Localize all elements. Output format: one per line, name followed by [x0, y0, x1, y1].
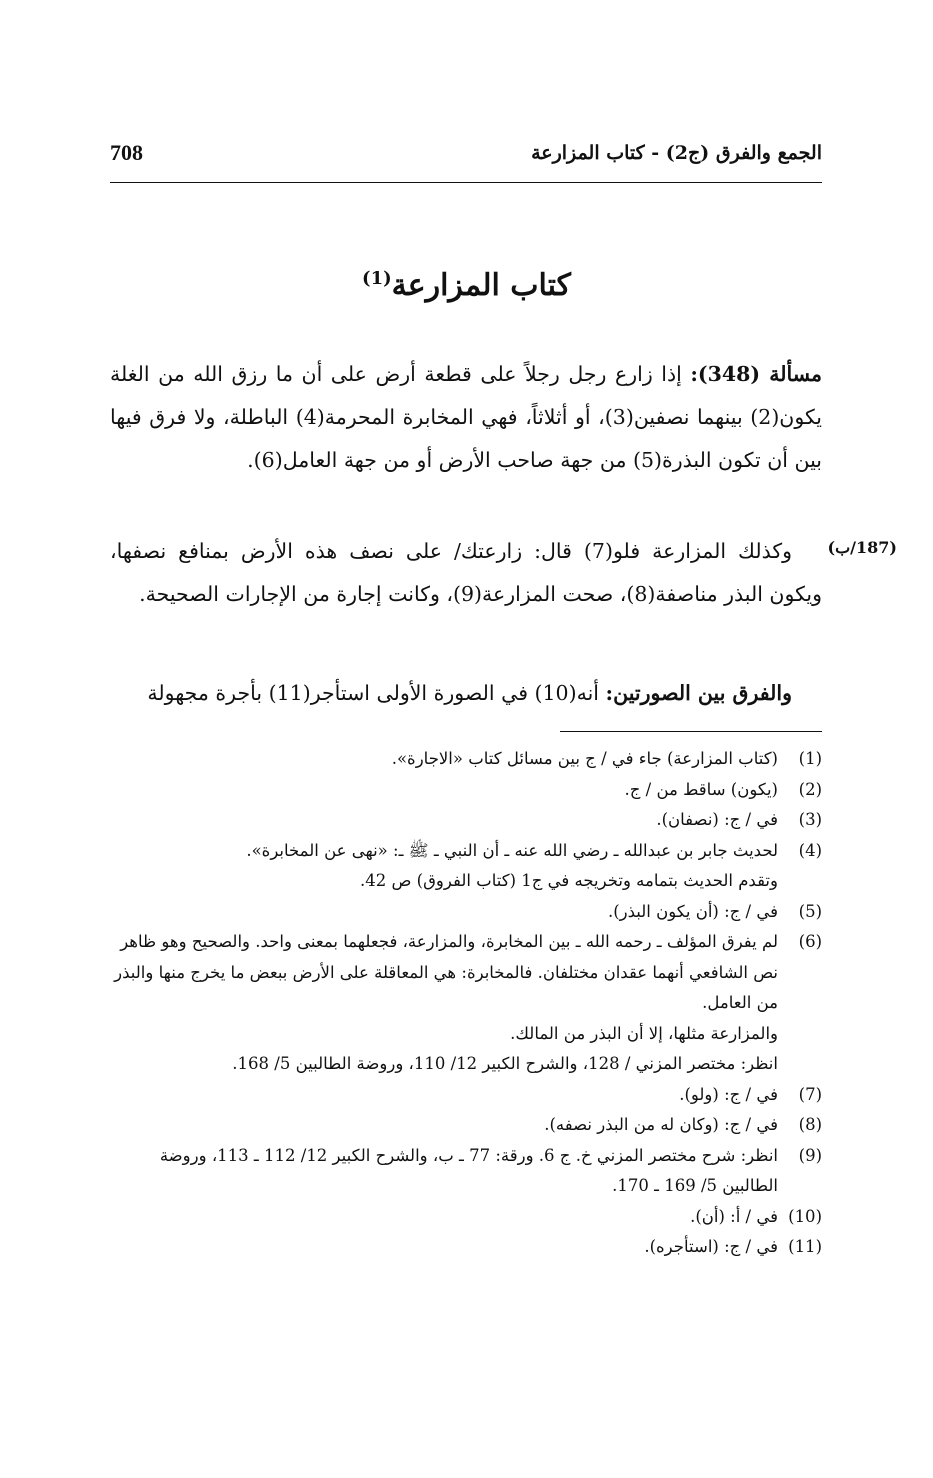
footnote — [110, 1110, 822, 1141]
footnote — [110, 836, 822, 897]
footnote — [110, 775, 822, 806]
running-title: الجمع والفرق (ج2) - كتاب المزارعة — [531, 142, 822, 164]
chapter-title — [0, 268, 933, 303]
footnote — [110, 1080, 822, 1111]
paragraph-muzaraa — [110, 530, 822, 616]
footnote-number: (8) — [798, 1115, 822, 1134]
footnote-number: (3) — [798, 810, 822, 829]
footnote — [110, 1141, 822, 1202]
footnote-text: في / ج: (ولو). — [679, 1084, 778, 1104]
chapter-title-text: كتاب المزارعة — [391, 268, 571, 303]
footnote — [110, 805, 822, 836]
footnote-text: انظر: شرح مختصر المزني خ. ج 6. ورقة: 77 ـ ب، والشرح الكبير 12/ 112 ـ 113، وروضة الطالبين 5/ 169 ـ 170. — [159, 1145, 778, 1195]
footnote-text: وتقدم الحديث بتمامه وتخريجه في ج1 (كتاب الفروق) ص 42. — [359, 871, 778, 890]
margin-folio-note: (187/ب) — [827, 538, 897, 557]
paragraph-difference — [110, 672, 822, 715]
page-number: 708 — [110, 140, 143, 165]
footnote-divider — [560, 731, 822, 732]
footnote-text: انظر: مختصر المزني / 128، والشرح الكبير 12/ 110، وروضة الطالبين 5/ 168. — [232, 1054, 778, 1073]
footnote-text: في / ج: (أن يكون البذر). — [607, 901, 778, 921]
footnote — [110, 927, 822, 1080]
footnote-number: (9) — [798, 1145, 822, 1165]
page-header — [110, 140, 822, 180]
footnote-number: (6) — [798, 932, 822, 951]
footnote-number: (5) — [798, 901, 822, 921]
footnote-number: (1) — [798, 749, 822, 768]
paragraph-lead: والفرق بين الصورتين: — [605, 681, 792, 705]
footnote-text: في / ج: (نصفان). — [656, 810, 778, 829]
paragraph-text: إذا زارع رجل رجلاً على قطعة أرض على أن ما رزق الله من الغلة يكون(2) بينهما نصفين(3)، أو أثلاثاً، فهي المخابرة المحرمة(4) الباطلة، ولا فرق فيها بين أن تكون البذرة(5) من جهة صاحب الأرض أو من جهة العامل(6). — [110, 362, 822, 472]
footnote-text: في / ج: (وكان له من البذر نصفه). — [544, 1115, 778, 1134]
footnote-text: (كتاب المزارعة) جاء في / ج بين مسائل كتاب «الاجارة». — [391, 749, 778, 768]
footnote — [110, 897, 822, 928]
footnote-text: في / أ: (أن). — [690, 1206, 778, 1226]
footnote — [110, 744, 822, 775]
paragraph-text: أنه(10) في الصورة الأولى استأجر(11) بأجرة مجهولة — [147, 681, 606, 705]
footnote — [110, 1202, 822, 1233]
footnote-number: (2) — [798, 779, 822, 799]
footnote-text: (يكون) ساقط من / ج. — [624, 779, 778, 799]
footnote-number: (7) — [798, 1084, 822, 1104]
paragraph-lead: مسألة (348): — [690, 362, 822, 386]
footnote-number: (4) — [798, 840, 822, 860]
footnote-number: (10) — [788, 1206, 822, 1226]
footnote — [110, 1232, 822, 1263]
footnote-text: في / ج: (استأجره). — [644, 1237, 778, 1256]
header-divider — [110, 182, 822, 183]
footnote-text: والمزارعة مثلها، إلا أن البذر من المالك. — [510, 1023, 778, 1043]
footnote-number: (11) — [788, 1237, 822, 1256]
paragraph-issue-348 — [110, 353, 822, 482]
footnotes — [110, 744, 822, 1263]
chapter-note-ref: (1) — [362, 268, 392, 289]
footnote-text: لحديث جابر بن عبدالله ـ رضي الله عنه ـ أن النبي ـ ﷺ ـ: «نهى عن المخابرة». — [246, 840, 778, 860]
footnote-text: لم يفرق المؤلف ـ رحمه الله ـ بين المخابرة، والمزارعة، فجعلهما بمعنى واحد. والصحيح وهو ظاهر نص الشافعي أنهما عقدان مختلفان. فالمخابرة: هي المعاقلة على الأرض ببعض ما يخرج منها والبذر من العامل. — [114, 932, 778, 1012]
paragraph-text: وكذلك المزارعة فلو(7) قال: زارعتك/ على نصف هذه الأرض بمنافع نصفها، ويكون البذر مناصفة(8)، صحت المزارعة(9)، وكانت إجارة من الإجارات الصحيحة. — [110, 539, 822, 606]
